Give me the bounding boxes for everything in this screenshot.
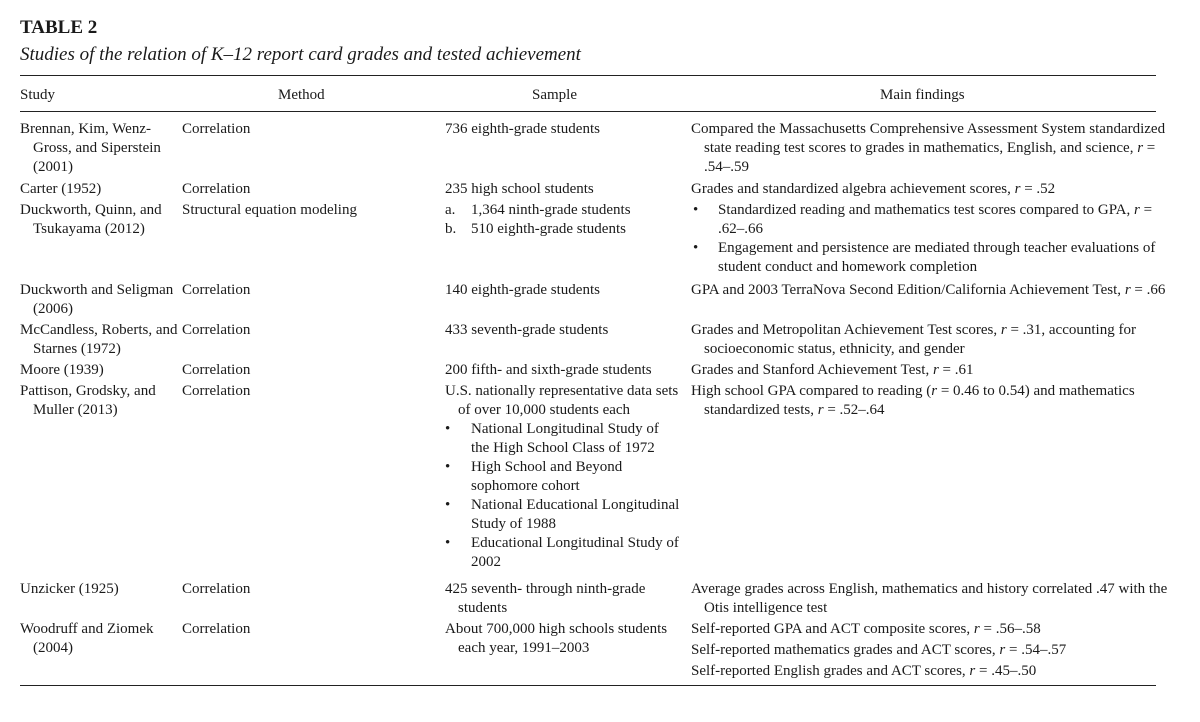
table-row xyxy=(20,281,1166,319)
sample-item-text: National Longitudinal Study of the High School Class of 1972 xyxy=(471,421,659,456)
header-study: Study xyxy=(20,87,56,103)
findings-cell: Grades and Metropolitan Achievement Test scores, r = .31, accounting for socioeconomic status, ethnicity, and gender xyxy=(691,322,1136,357)
sample-item-marker: a. xyxy=(445,202,456,218)
study-cell: Brennan, Kim, Wenz-Gross, and Siperstein (2001) xyxy=(20,121,161,175)
table-figure xyxy=(20,16,1168,679)
table-row xyxy=(20,321,1156,359)
table-body xyxy=(20,120,1168,684)
method-cell: Correlation xyxy=(182,181,251,197)
bullet-icon: • xyxy=(445,497,451,513)
findings-cell xyxy=(691,120,1169,177)
bottom-rule xyxy=(20,685,1156,686)
sample-cell: 425 seventh- through ninth-grade students xyxy=(445,581,646,616)
study-cell: Pattison, Grodsky, and Muller (2013) xyxy=(20,383,156,418)
findings-line: Self-reported GPA and ACT composite scores, r = .56–.58 xyxy=(691,621,1041,637)
findings-item-text: Standardized reading and mathematics test scores compared to GPA, r = .62–.66 xyxy=(718,202,1153,237)
top-rule xyxy=(20,75,1156,76)
findings-cell: Grades and standardized algebra achievement scores, r = .52 xyxy=(691,181,1056,197)
method-cell: Correlation xyxy=(182,383,251,399)
method-cell: Structural equation modeling xyxy=(182,202,357,218)
header-method: Method xyxy=(278,87,325,103)
sample-cell: 433 seventh-grade students xyxy=(445,322,609,338)
method-cell: Correlation xyxy=(182,121,251,137)
study-cell: McCandless, Roberts, and Starnes (1972) xyxy=(20,322,178,357)
sample-cell: 736 eighth-grade students xyxy=(445,121,600,137)
sample-item xyxy=(445,201,680,220)
bullet-icon: • xyxy=(693,202,699,218)
method-cell: Correlation xyxy=(182,322,251,338)
findings-cell: High school GPA compared to reading (r = 0.46 to 0.54) and mathematics standardized tests, r = .52–.64 xyxy=(691,383,1135,418)
findings-line: Self-reported mathematics grades and ACT scores, r = .54–.57 xyxy=(691,642,1067,658)
sample-cell: 235 high school students xyxy=(445,181,594,197)
findings-cell xyxy=(691,620,1156,681)
table-caption: Studies of the relation of K–12 report card grades and tested achievement xyxy=(20,44,581,65)
method-cell: Correlation xyxy=(182,581,251,597)
method-cell: Correlation xyxy=(182,621,251,637)
sample-cell xyxy=(445,382,680,572)
findings-text: Compared the Massachusetts Comprehensive Assessment System standardized state reading test scores to grades in mathematics, English, and science, r = .54–.59 xyxy=(691,121,1166,175)
study-cell: Duckworth and Seligman (2006) xyxy=(20,282,174,317)
sample-item-text: 510 eighth-grade students xyxy=(471,221,626,237)
table-row xyxy=(20,580,1168,618)
bullet-icon: • xyxy=(445,421,451,437)
header-sample: Sample xyxy=(532,87,577,103)
sample-text: U.S. nationally representative data sets of over 10,000 students each xyxy=(445,383,679,418)
table-row xyxy=(20,382,1156,578)
method-cell: Correlation xyxy=(182,282,251,298)
bullet-icon: • xyxy=(445,459,451,475)
sample-item xyxy=(445,458,680,496)
sample-item-text: 1,364 ninth-grade students xyxy=(471,202,631,218)
sample-item xyxy=(445,420,680,458)
study-cell: Duckworth, Quinn, and Tsukayama (2012) xyxy=(20,202,162,237)
table-row xyxy=(20,180,1156,199)
table-row xyxy=(20,201,1156,279)
findings-item xyxy=(691,201,1156,239)
table-row xyxy=(20,361,1156,380)
findings-cell: Grades and Stanford Achievement Test, r = .61 xyxy=(691,362,974,378)
study-cell: Woodruff and Ziomek (2004) xyxy=(20,621,154,656)
findings-cell: Average grades across English, mathematics and history correlated .47 with the Otis intelligence test xyxy=(691,581,1168,616)
header-rule xyxy=(20,111,1156,112)
sample-item-text: National Educational Longitudinal Study of 1988 xyxy=(471,497,680,532)
sample-cell: 200 fifth- and sixth-grade students xyxy=(445,362,652,378)
sample-item xyxy=(445,496,680,534)
sample-item-text: High School and Beyond sophomore cohort xyxy=(471,459,623,494)
study-cell: Carter (1952) xyxy=(20,181,102,197)
sample-cell: About 700,000 high schools students each year, 1991–2003 xyxy=(445,621,668,656)
findings-item xyxy=(691,239,1156,277)
findings-item-text: Engagement and persistence are mediated through teacher evaluations of student conduct and homework completion xyxy=(718,240,1156,275)
header-findings: Main findings xyxy=(880,87,965,103)
table-label: TABLE 2 xyxy=(20,17,98,38)
sample-item-marker: b. xyxy=(445,221,457,237)
findings-cell xyxy=(691,201,1156,277)
sample-item-text: Educational Longitudinal Study of 2002 xyxy=(471,535,679,570)
table-row xyxy=(20,620,1156,682)
findings-line: Self-reported English grades and ACT scores, r = .45–.50 xyxy=(691,663,1037,679)
study-cell: Moore (1939) xyxy=(20,362,104,378)
method-cell: Correlation xyxy=(182,362,251,378)
study-cell: Unzicker (1925) xyxy=(20,581,119,597)
bullet-icon: • xyxy=(445,535,451,551)
sample-cell: 140 eighth-grade students xyxy=(445,282,600,298)
sample-item xyxy=(445,534,680,572)
bullet-icon: • xyxy=(693,240,699,256)
findings-cell: GPA and 2003 TerraNova Second Edition/California Achievement Test, r = .66 xyxy=(691,282,1166,298)
table-row xyxy=(20,120,1166,178)
sample-item xyxy=(445,220,680,239)
sample-cell xyxy=(445,201,680,239)
